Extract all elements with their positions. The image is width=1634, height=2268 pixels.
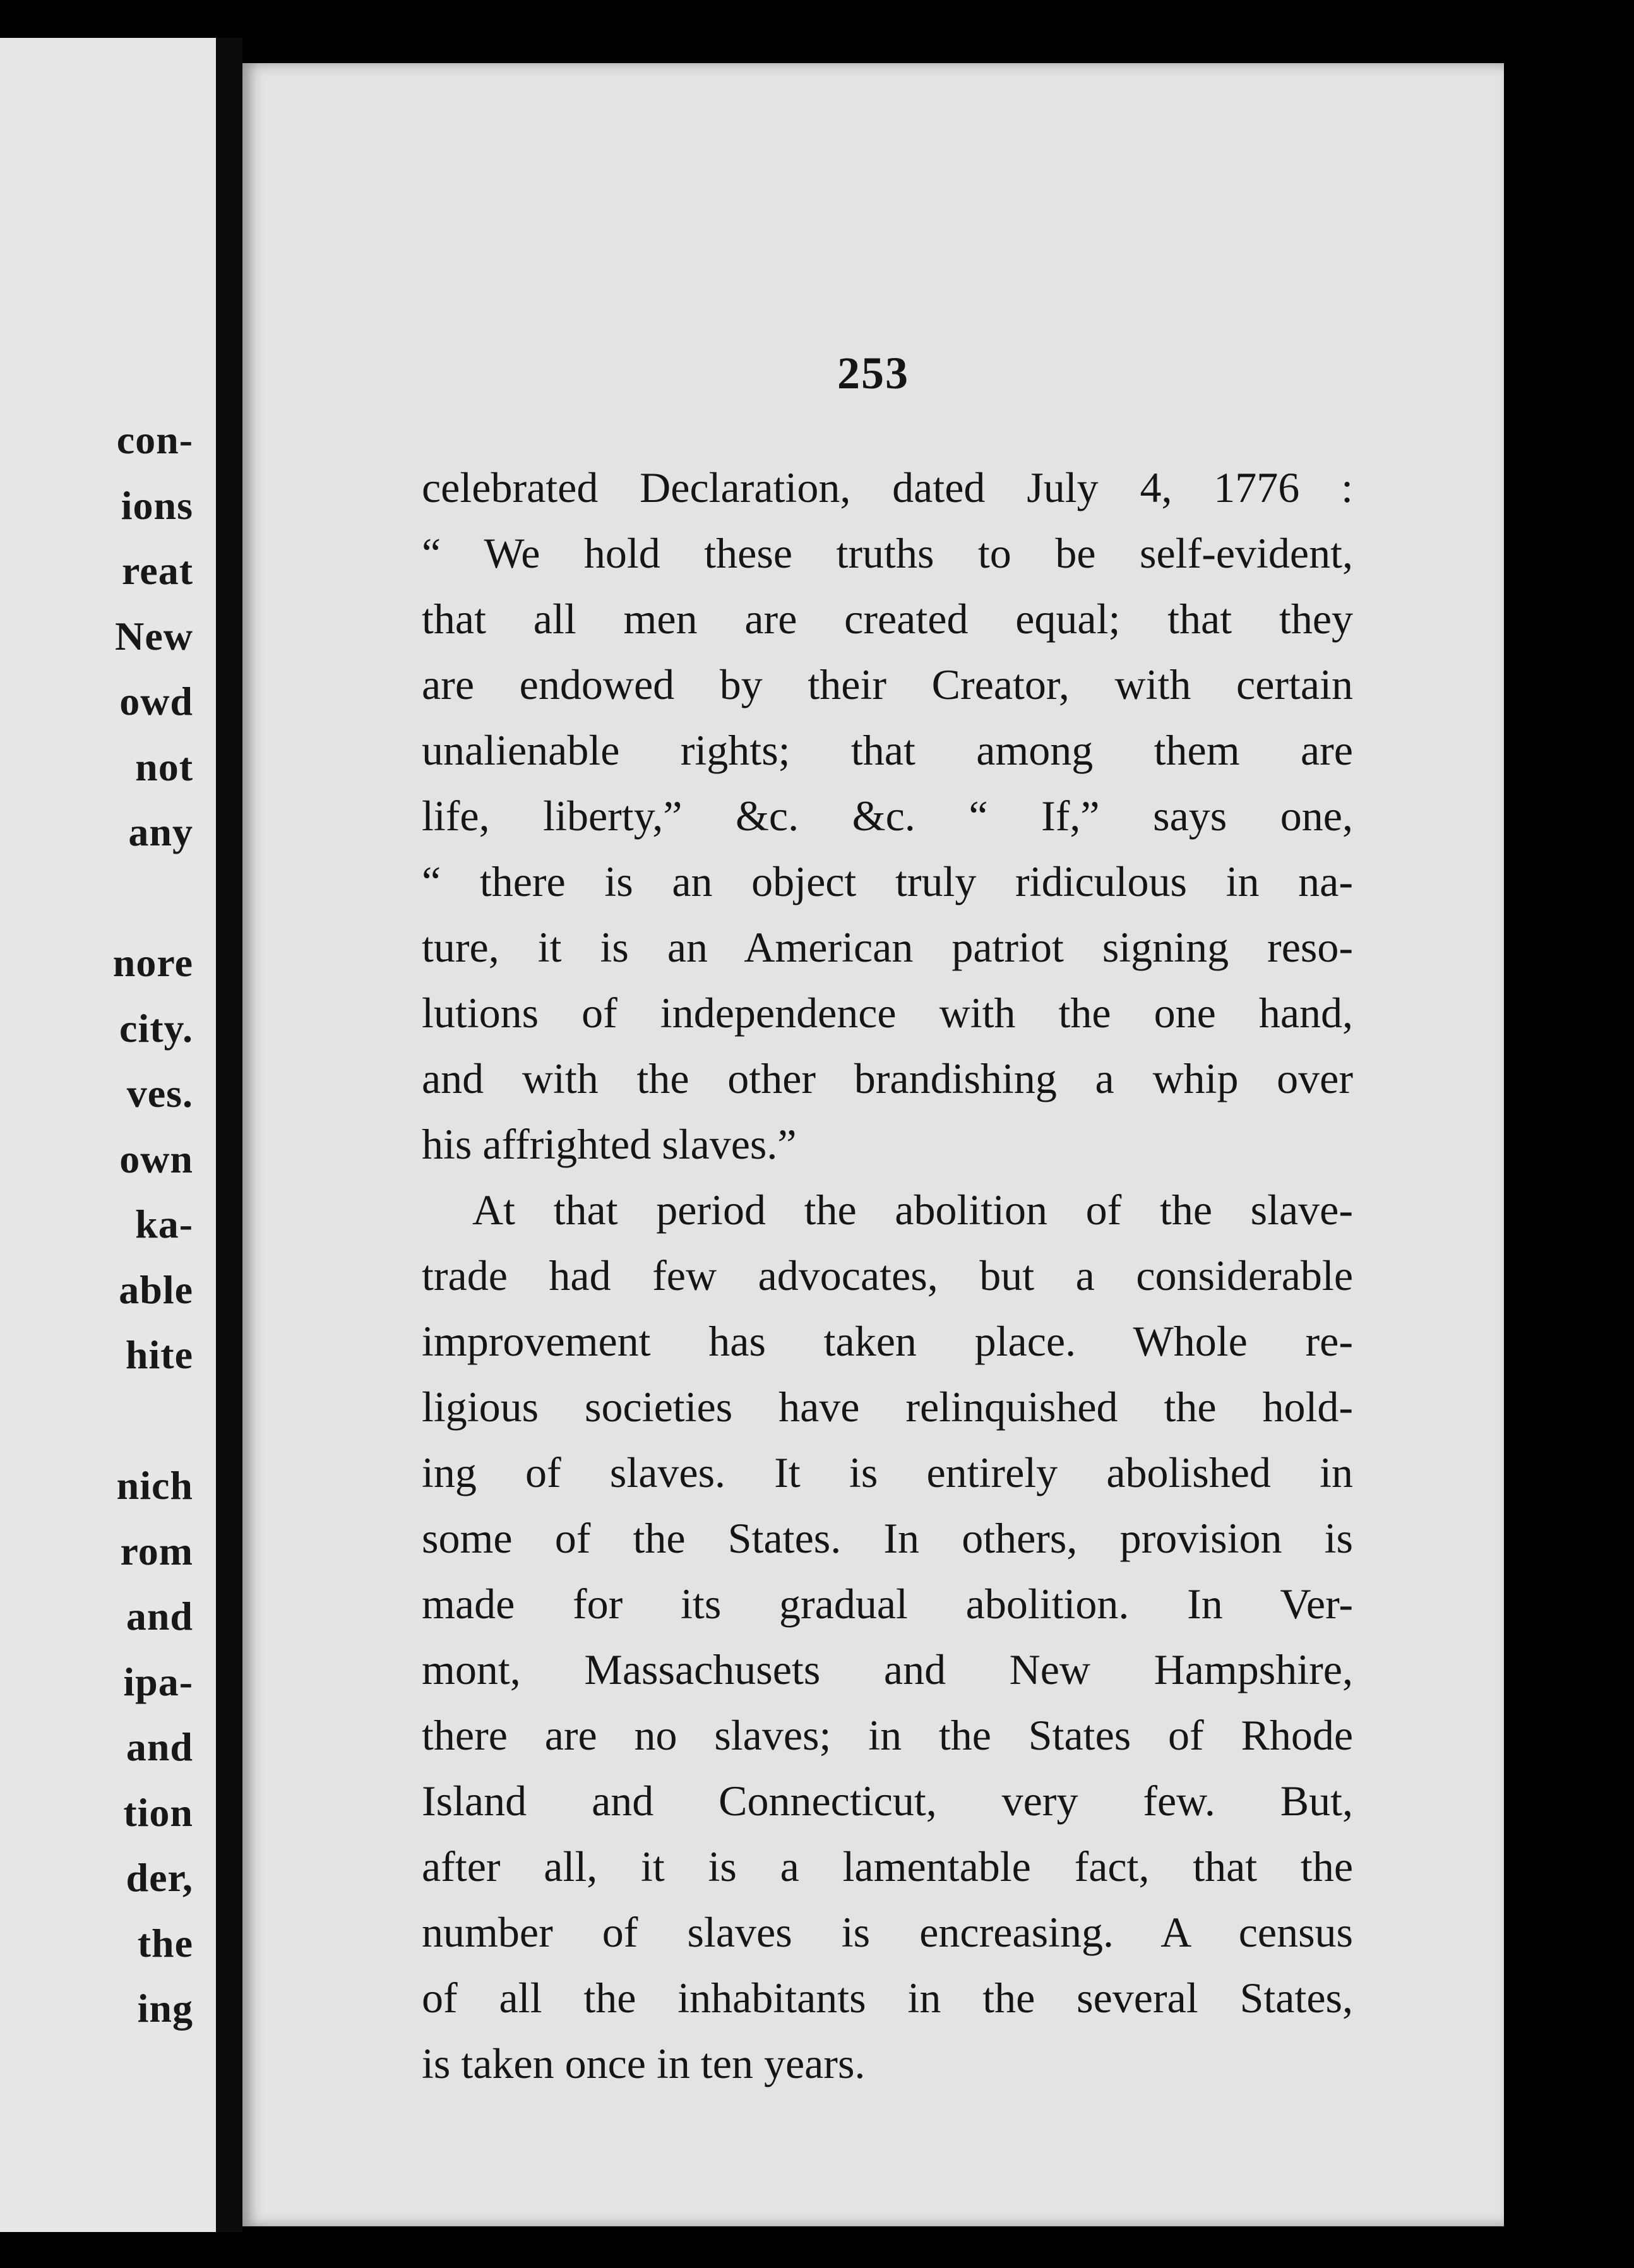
text-line: unalienable rights; that among them are (422, 726, 1353, 774)
text-line: there are no slaves; in the States of Rhode (422, 1711, 1353, 1759)
left-fragment: owd (119, 679, 193, 724)
text-line: ing of slaves. It is entirely abolished in (422, 1448, 1353, 1496)
left-fragment: der, (126, 1855, 193, 1900)
left-fragment: any (128, 809, 193, 854)
left-fragment: and (126, 1724, 193, 1769)
text-line: celebrated Declaration, dated July 4, 1776 : (422, 463, 1353, 511)
text-line: life, liberty,” &c. &c. “ If,” says one, (422, 792, 1353, 840)
text-line: after all, it is a lamentable fact, that the (422, 1842, 1353, 1890)
text-line: number of slaves is encreasing. A census (422, 1908, 1353, 1956)
left-fragment: ions (121, 482, 193, 528)
text-line: improvement has taken place. Whole re- (422, 1317, 1353, 1365)
left-fragment: con- (116, 417, 193, 462)
text-line: ture, it is an American patriot signing reso- (422, 923, 1353, 971)
left-fragment: city. (119, 1005, 193, 1051)
left-fragment: ka- (135, 1202, 193, 1246)
text-line: is taken once in ten years. (422, 2039, 866, 2087)
text-line: his affrighted slaves.” (422, 1120, 797, 1168)
left-fragment: ipa- (123, 1659, 193, 1704)
left-facing-page (0, 38, 216, 2232)
body-text (422, 455, 1353, 2096)
text-line: At that period the abolition of the slave- (472, 1186, 1353, 1234)
left-fragment: New (115, 613, 193, 659)
book-gutter (216, 38, 242, 2232)
page-number: 253 (837, 348, 909, 398)
text-line: and with the other brandishing a whip over (422, 1054, 1353, 1102)
text-line: Island and Connecticut, very few. But, (422, 1777, 1353, 1825)
left-fragment: tion (123, 1789, 193, 1835)
left-fragment: ing (137, 1986, 193, 2031)
left-fragment: hite (125, 1332, 193, 1377)
left-fragment: own (119, 1136, 193, 1181)
left-fragment: reat (122, 548, 193, 593)
text-line: of all the inhabitants in the several States, (422, 1974, 1353, 2022)
left-fragment (113, 1388, 193, 1453)
left-fragment: able (119, 1267, 193, 1312)
left-fragment (113, 865, 193, 931)
left-fragment: ves. (126, 1071, 193, 1116)
left-fragment: nich (116, 1463, 193, 1508)
left-fragment: nore (112, 940, 193, 985)
text-line: are endowed by their Creator, with certain (422, 660, 1353, 708)
text-line: “ there is an object truly ridiculous in na- (422, 857, 1353, 905)
left-fragment: not (135, 744, 193, 789)
text-line: mont, Massachusets and New Hampshire, (422, 1645, 1353, 1693)
text-line: that all men are created equal; that they (422, 595, 1353, 643)
text-line: ligious societies have relinquished the hold- (422, 1383, 1353, 1431)
text-line: some of the States. In others, provision is (422, 1514, 1353, 1562)
main-page (242, 63, 1504, 2226)
text-line: trade had few advocates, but a considerable (422, 1251, 1353, 1299)
left-fragment: rom (120, 1528, 193, 1573)
left-fragment: and (126, 1594, 193, 1638)
text-line: lutions of independence with the one hand, (422, 989, 1353, 1037)
left-page-text-fragments (113, 407, 193, 2041)
text-line: “ We hold these truths to be self-evident, (422, 529, 1353, 577)
text-line: made for its gradual abolition. In Ver- (422, 1580, 1353, 1628)
left-fragment: the (137, 1920, 193, 1966)
